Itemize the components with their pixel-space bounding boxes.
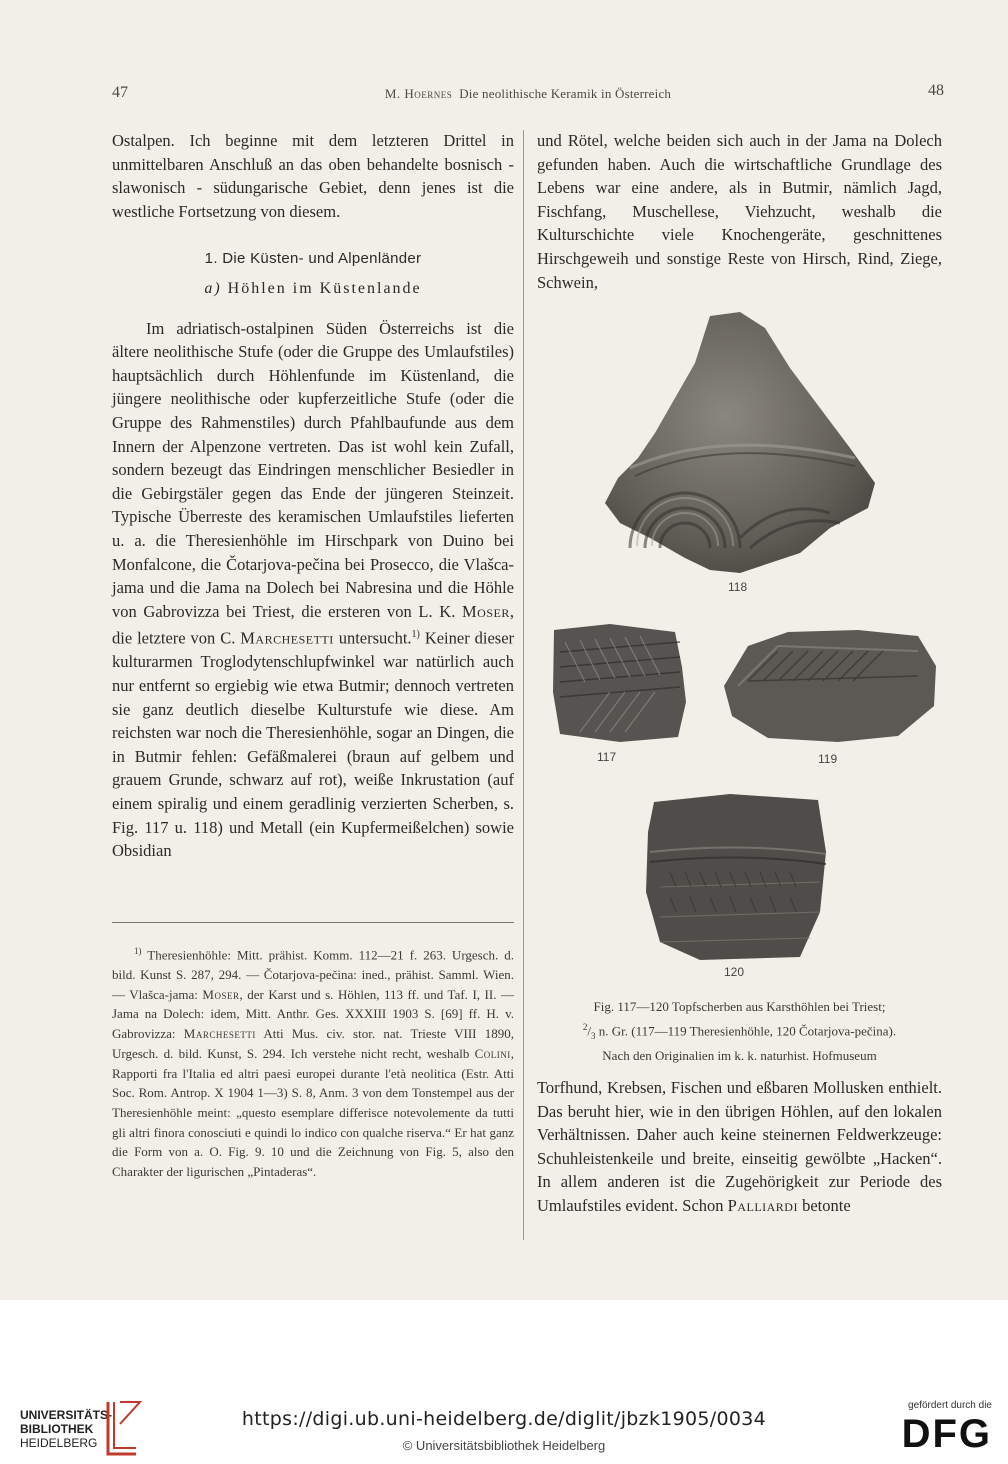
header-title: Die neolithische Keramik in Österreich <box>459 86 672 101</box>
author-name: Marchesetti <box>240 628 334 648</box>
text-run: untersucht. <box>338 628 412 648</box>
footnote <box>112 942 514 1182</box>
right-column-bottom <box>537 1076 942 1218</box>
right-paragraph-2 <box>537 1076 942 1218</box>
figure-119-sherd-image <box>718 626 940 746</box>
page-number-left: 47 <box>112 84 128 101</box>
caption-line-3: Nach den Originalien im k. k. naturhist. Hofmuseum <box>602 1047 877 1063</box>
section-heading: 1. Die Küsten- und Alpenländer <box>204 250 422 268</box>
text-run: Im adriatisch-ostalpinen Süden Österreichs ist die ältere neolithische Stufe (oder die Gruppe des Umlaufstiles) hauptsächlich durch Höhlenfunde im Küstenland, die jüngere neolithische oder kupferzeitliche Stufe (oder die Gruppe des Rahmenstiles) durch Pfahlbaufunde aus dem Innern der Alpenzone vertreten. Das ist wohl kein Zufall, sondern bezeugt das Eindringen menschlicher Besiedler in die Gebirgstäler gegen das Ende der jüngeren Steinzeit. Typische Überreste des keramischen Umlaufstiles lieferten u. a. die Theresienhöhle im Hirschpark von Duino bei Monfalcone, die Čotarjova-pečina bei Prosecco, die Vlašca-jama und die Jama na Dolech bei Nabresina und die Höhle von Gabrovizza bei Triest, die ersteren von L. K. <box>112 318 514 621</box>
figure-117-sherd-image <box>550 622 690 744</box>
left-paragraph-2 <box>112 317 514 863</box>
figure-118-sherd-image <box>590 308 890 578</box>
author-name: Colini <box>474 1045 511 1061</box>
footnote-mark: 1) <box>134 946 142 956</box>
figure-120-label: 120 <box>724 965 745 979</box>
text-run: Atti Mus. civ. stor. nat. Trieste VIII 1890, Urgesch. d. bild. Kunst, S. 294. Ich verstehe nicht recht, weshalb <box>112 1026 515 1061</box>
left-paragraph-1: Ostalpen. Ich beginne mit dem letzteren Drittel in unmittelbaren Anschluß an das oben behandelte bosnisch - slawonisch - südungarische Gebiet, denn jenes ist die westliche Fortsetzung von diesem. <box>112 131 514 221</box>
author-name: Moser <box>202 986 240 1002</box>
text-run: Theresienhöhle: Mitt. prähist. Komm. 112—21 f. 263. Urgesch. d. bild. Kunst S. 287, 294. — Čotarjova-pečina: ined., prähist. Samml. Wien. — Vlašca-jama: <box>112 947 515 1002</box>
dfg-logo[interactable]: DFG <box>901 1412 992 1456</box>
text-run: betonte <box>802 1195 851 1215</box>
library-line-2: BIBLIOTHEK <box>20 1422 94 1436</box>
subsection-letter: a) <box>204 279 222 297</box>
left-column <box>112 129 514 863</box>
column-divider <box>523 130 524 1240</box>
figure-119-label: 119 <box>818 752 838 766</box>
author-name: Moser <box>462 601 510 621</box>
figure-118-label: 118 <box>728 580 748 594</box>
header-author: M. Hoernes <box>384 86 453 101</box>
subsection-title: Höhlen im Küstenlande <box>227 279 422 297</box>
text-run: Keiner dieser kulturarmen Troglodytenschlupfwinkel war natürlich auch nur entfernt so ergiebig wie etwa Butmir; dennoch vertreten sie ganz deutlich dieselbe Kulturstufe wie diese. Am reichsten war noch die Theresienhöhle, sogar an Dingen, die in Butmir fehlen: Gefäßmalerei (braun auf gelbem und grauem Grunde, schwarz auf rot), weiße Inkrustation (auf einem spiralig und einem geradlinig verzierten Scherben, s. Fig. 117 u. 118) und Metall (ein Kupfermeißelchen) sowie Obsidian <box>112 628 515 861</box>
figure-caption <box>537 997 942 1066</box>
footnote-divider <box>112 922 514 923</box>
text-run: , die letztere von C. <box>112 601 514 648</box>
text-run: , Rapporti fra l'Italia ed altri paesi europei durante l'età neolitica (Estr. Atti Soc. Rom. Antrop. X 1904 1—3) S. 8, Anm. 3 von dem Tonstempel aus der Theresienhöhle meint: „questo esemplare differisce notevolemente da tutti gli altri finora conosciuti e quindi lo indico con qualche riserva.“ Er hat ganz die Form von a. O. Fig. 9. 10 und die Zeichnung von Fig. 5, also den Charakter der ligurischen „Pintaderas“. <box>112 1045 514 1180</box>
figure-117-label: 117 <box>597 750 617 764</box>
right-column-top <box>537 129 942 294</box>
library-line-3: HEIDELBERG <box>20 1436 98 1450</box>
text-run: Torfhund, Krebsen, Fischen und eßbaren Mollusken enthielt. Das beruht hier, wie in den übrigen Höhlen, auf den lokalen Verhältnissen. Daher auch keine steinernen Feldwerkzeuge: Schuhleistenkeile und breite, einseitig gewölbte „Hacken“. In allem anderen ist die Zugehörigkeit zur Periode des Umlaufstiles evident. Schon <box>537 1078 942 1215</box>
text-run: n. Gr. (117—119 Theresienhöhle, 120 Čotarjova-pečina). <box>598 1023 897 1039</box>
page-number-right: 48 <box>928 82 944 99</box>
library-line-1: UNIVERSITÄTS- <box>20 1408 113 1422</box>
author-name: Marchesetti <box>183 1026 256 1042</box>
permalink-url[interactable]: https://digi.ub.uni-heidelberg.de/diglit/jbzk1905/0034 <box>241 1408 767 1430</box>
footnote-reference[interactable]: 1) <box>411 629 420 641</box>
running-header <box>112 84 944 108</box>
caption-line-1: Fig. 117—120 Topfscherben aus Karsthöhlen bei Triest; <box>593 999 886 1014</box>
fraction-denominator: 3 <box>591 1030 596 1041</box>
subsection-heading <box>112 277 514 301</box>
fraction-numerator: 2 <box>582 1022 588 1032</box>
text-run: , der Karst und s. Höhlen, 113 ff. und Taf. I, II. — Jama na Dolech: idem, Mitt. Anthr. Ges. XXXIII 1903 S. [69] ff. H. v. Gabrovizza: <box>112 986 514 1042</box>
funder-caption: gefördert durch die <box>908 1400 992 1411</box>
right-paragraph-1: und Rötel, welche beiden sich auch in der Jama na Dolech gefunden haben. Auch die wirtschaftliche Grundlage des Lebens war eine andere, als in Butmir, nämlich Jagd, Fischfang, Muschellese, Viehzucht, weshalb die Kulturschichte viele Knochengeräte, geschnittenes Hirschgeweih und sonstige Reste von Hirsch, Rind, Ziege, Schwein, <box>537 131 942 292</box>
caption-line-2: $^2/_3$ n. Gr. (117—119 Theresienhöhle, 120 Čotarjova-pečina). <box>582 1022 897 1041</box>
copyright-notice: © Universitätsbibliothek Heidelberg <box>402 1438 606 1453</box>
running-title <box>112 86 944 102</box>
footnote-text <box>112 942 514 1182</box>
figure-120-sherd-image <box>640 792 830 962</box>
author-name: Palliardi <box>727 1195 798 1215</box>
